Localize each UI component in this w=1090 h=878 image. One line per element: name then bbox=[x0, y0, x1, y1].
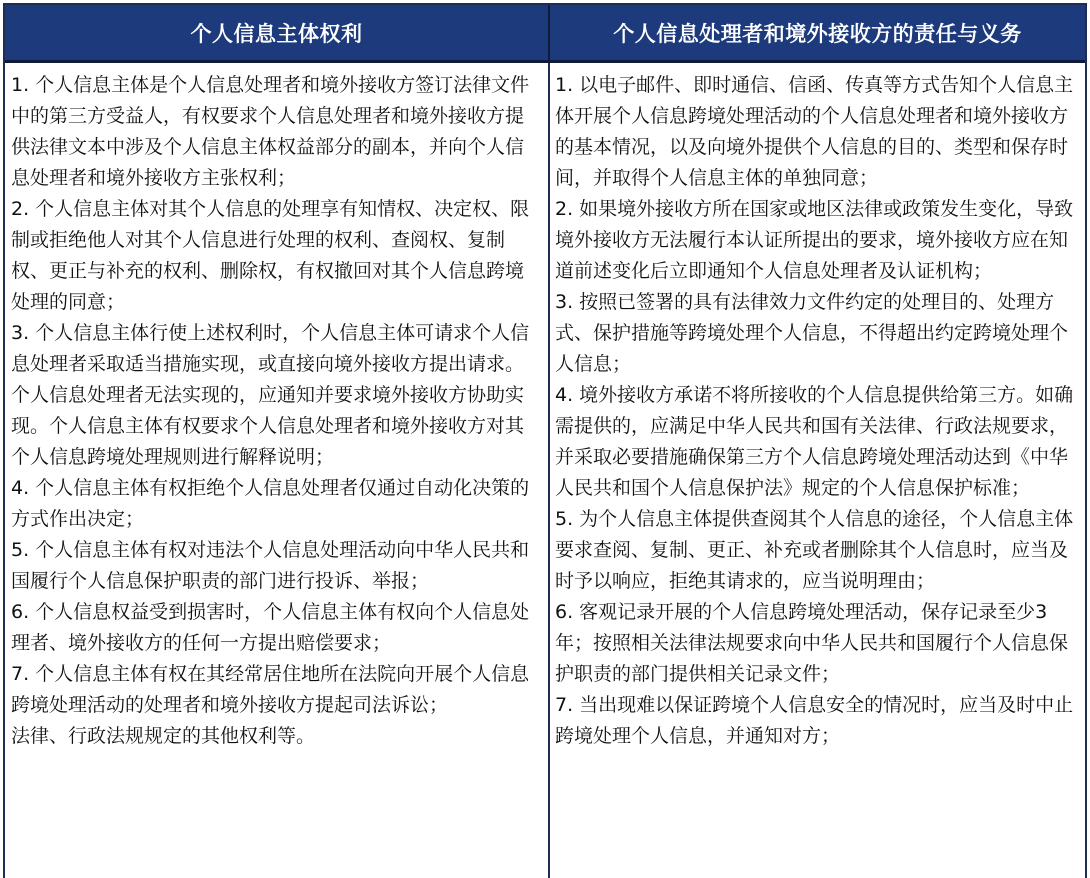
obligation-item: 6. 客观记录开展的个人信息跨境处理活动，保存记录至少3年；按照相关法律法规要求向中华人民共和国履行个人信息保护职责的部门提供相关记录文件； bbox=[555, 601, 1069, 685]
header-processor-recipient-obligations: 个人信息处理者和境外接收方的责任与义务 bbox=[613, 21, 1022, 46]
rights-item: 3. 个人信息主体行使上述权利时，个人信息主体可请求个人信息处理者采取适当措施实现，或直接向境外接收方提出请求。个人信息处理者无法实现的，应通知并要求境外接收方协助实现。个人信息主体有权要求个人信息处理者和境外接收方对其个人信息跨境处理规则进行解释说明； bbox=[11, 322, 530, 468]
header-personal-info-subject-rights: 个人信息主体权利 bbox=[5, 5, 550, 60]
table-header bbox=[5, 5, 1085, 63]
rights-item: 5. 个人信息主体有权对违法个人信息处理活动向中华人民共和国履行个人信息保护职责的部门进行投诉、举报； bbox=[11, 539, 530, 592]
obligation-item: 4. 境外接收方承诺不将所接收的个人信息提供给第三方。如确需提供的，应满足中华人民共和国有关法律、行政法规要求，并采取必要措施确保第三方个人信息跨境处理活动达到《中华人民共和国个人信息保护法》规定的个人信息保护标准； bbox=[555, 384, 1074, 499]
rights-item: 6. 个人信息权益受到损害时，个人信息主体有权向个人信息处理者、境外接收方的任何一方提出赔偿要求； bbox=[11, 601, 530, 654]
rights-column bbox=[5, 63, 550, 878]
obligation-item: 5. 为个人信息主体提供查阅其个人信息的途径，个人信息主体要求查阅、复制、更正、补充或者删除其个人信息时，应当及时予以响应，拒绝其请求的，应当说明理由； bbox=[555, 508, 1074, 592]
obligation-item: 7. 当出现难以保证跨境个人信息安全的情况时，应当及时中止跨境处理个人信息，并通知对方； bbox=[555, 694, 1074, 747]
rights-item: 2. 个人信息主体对其个人信息的处理享有知情权、决定权、限制或拒绝他人对其个人信息进行处理的权利、查阅权、复制权、更正与补充的权利、删除权，有权撤回对其个人信息跨境处理的同意； bbox=[11, 198, 530, 313]
rights-item: 1. 个人信息主体是个人信息处理者和境外接收方签订法律文件中的第三方受益人，有权要求个人信息处理者和境外接收方提供法律文本中涉及个人信息主体权益部分的副本，并向个人信息处理者和境外接收方主张权利； bbox=[11, 74, 530, 189]
table-body bbox=[5, 63, 1085, 878]
rights-item: 4. 个人信息主体有权拒绝个人信息处理者仅通过自动化决策的方式作出决定； bbox=[11, 477, 530, 530]
obligation-item: 2. 如果境外接收方所在国家或地区法律或政策发生变化，导致境外接收方无法履行本认证所提出的要求，境外接收方应在知道前述变化后立即通知个人信息处理者及认证机构； bbox=[555, 198, 1074, 282]
obligation-item: 3. 按照已签署的具有法律效力文件约定的处理目的、处理方式、保护措施等跨境处理个人信息，不得超出约定跨境处理个人信息； bbox=[555, 291, 1069, 375]
rights-item: 法律、行政法规规定的其他权利等。 bbox=[11, 725, 316, 747]
obligations-column bbox=[550, 63, 1085, 878]
rights-item: 7. 个人信息主体有权在其经常居住地所在法院向开展个人信息跨境处理活动的处理者和境外接收方提起司法诉讼； bbox=[11, 663, 530, 716]
rights-obligations-table bbox=[3, 3, 1087, 878]
obligation-item: 1. 以电子邮件、即时通信、信函、传真等方式告知个人信息主体开展个人信息跨境处理活动的个人信息处理者和境外接收方的基本情况，以及向境外提供个人信息的目的、类型和保存时间，并取得个人信息主体的单独同意； bbox=[555, 74, 1074, 189]
